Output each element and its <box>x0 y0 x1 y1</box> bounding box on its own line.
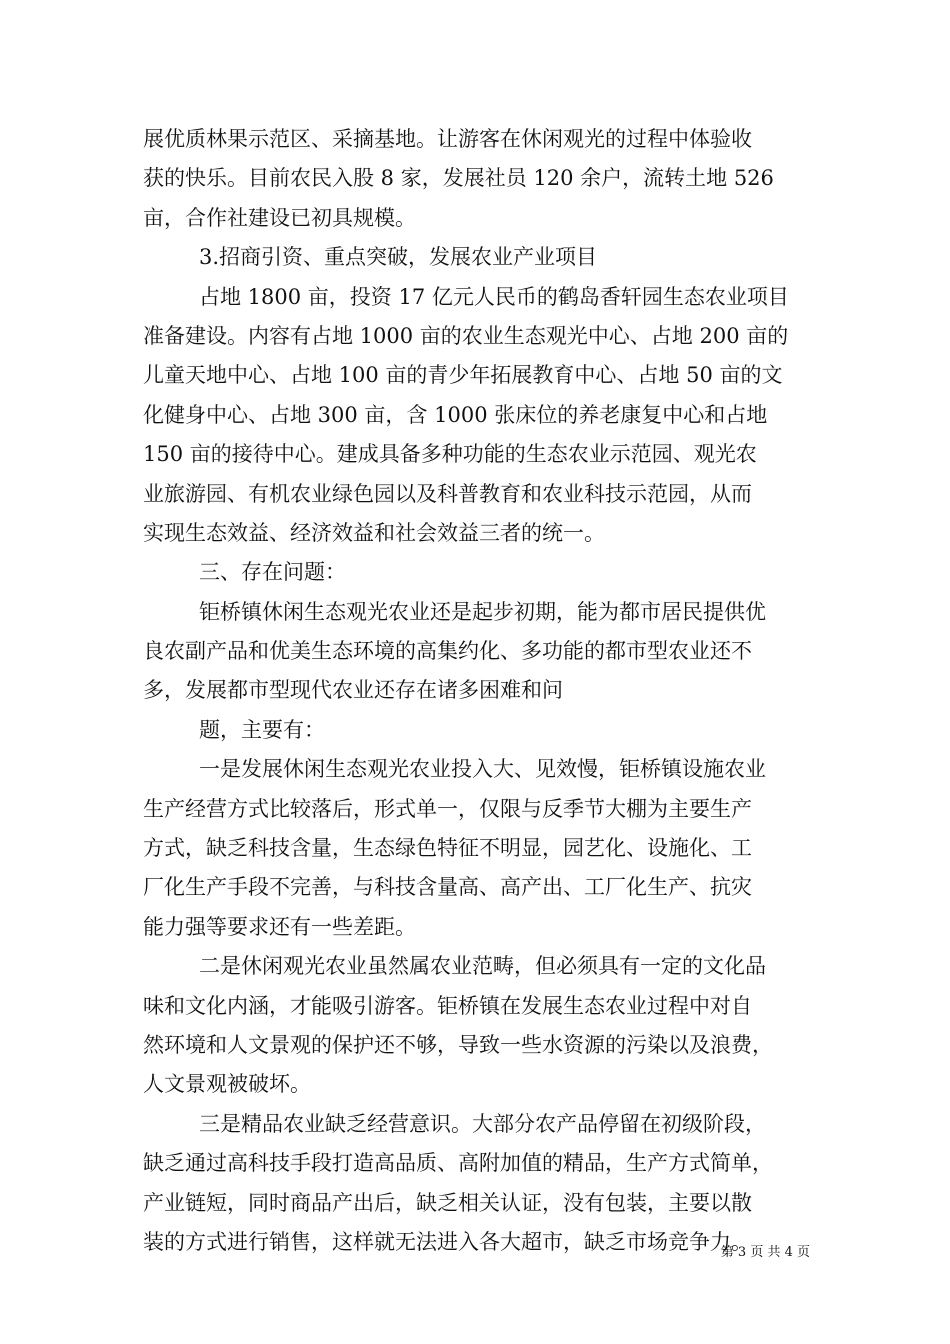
text-line: 厂化生产手段不完善，与科技含量高、高产出、工厂化生产、抗灾 <box>143 875 752 900</box>
text-line: 多，发展都市型现代农业还存在诸多困难和问 <box>143 678 563 703</box>
text-line: 人文景观被破坏。 <box>143 1072 311 1097</box>
section-heading: 3.招商引资、重点突破，发展农业产业项目 <box>199 245 598 270</box>
text-line: 占地 1800 亩，投资 17 亿元人民币的鹤岛香轩园生态农业项目 <box>199 284 789 309</box>
text-line: 一是发展休闲生态观光农业投入大、见效慢，钜桥镇设施农业 <box>199 757 766 782</box>
text-line: 钜桥镇休闲生态观光农业还是起步初期，能为都市居民提供优 <box>199 599 766 624</box>
text-line: 缺乏通过高科技手段打造高品质、高附加值的精品，生产方式简单， <box>143 1151 773 1176</box>
text-line: 儿童天地中心、占地 100 亩的青少年拓展教育中心、占地 50 亩的文 <box>143 363 783 388</box>
text-line: 亩，合作社建设已初具规模。 <box>143 205 416 230</box>
text-line: 题，主要有： <box>199 717 325 742</box>
text-line: 方式，缺乏科技含量，生态绿色特征不明显，园艺化、设施化、工 <box>143 836 752 861</box>
section-heading: 三、存在问题： <box>199 560 346 585</box>
text-line: 150 亩的接待中心。建成具备多种功能的生态农业示范园、观光农 <box>143 442 757 467</box>
text-line: 然环境和人文景观的保护还不够，导致一些水资源的污染以及浪费， <box>143 1032 773 1057</box>
text-line: 业旅游园、有机农业绿色园以及科普教育和农业科技示范园，从而 <box>143 481 752 506</box>
text-line: 二是休闲观光农业虽然属农业范畴，但必须具有一定的文化品 <box>199 954 766 979</box>
text-line: 展优质林果示范区、采摘基地。让游客在休闲观光的过程中体验收 <box>143 127 752 151</box>
text-line: 生产经营方式比较落后，形式单一，仅限与反季节大棚为主要生产 <box>143 796 752 821</box>
text-line: 化健身中心、占地 300 亩，含 1000 张床位的养老康复中心和占地 <box>143 402 768 427</box>
text-line: 三是精品农业缺乏经营意识。大部分农产品停留在初级阶段， <box>199 1111 766 1136</box>
text-line: 味和文化内涵，才能吸引游客。钜桥镇在发展生态农业过程中对自 <box>143 993 752 1018</box>
page-number: 第 3 页 共 4 页 <box>720 1245 810 1260</box>
text-line: 产业链短，同时商品产出后，缺乏相关认证，没有包装，主要以散 <box>143 1190 752 1215</box>
text-line: 获的快乐。目前农民入股 8 家，发展社员 120 余户，流转土地 526 <box>143 166 774 191</box>
text-line: 装的方式进行销售，这样就无法进入各大超市，缺乏市场竞争力。 <box>143 1229 752 1254</box>
text-line: 实现生态效益、经济效益和社会效益三者的统一。 <box>143 520 605 545</box>
text-line: 准备建设。内容有占地 1000 亩的农业生态观光中心、占地 200 亩的 <box>143 323 789 348</box>
text-line: 能力强等要求还有一些差距。 <box>143 914 416 939</box>
text-line: 良农副产品和优美生态环境的高集约化、多功能的都市型农业还不 <box>143 639 752 664</box>
document-body <box>143 120 813 1262</box>
